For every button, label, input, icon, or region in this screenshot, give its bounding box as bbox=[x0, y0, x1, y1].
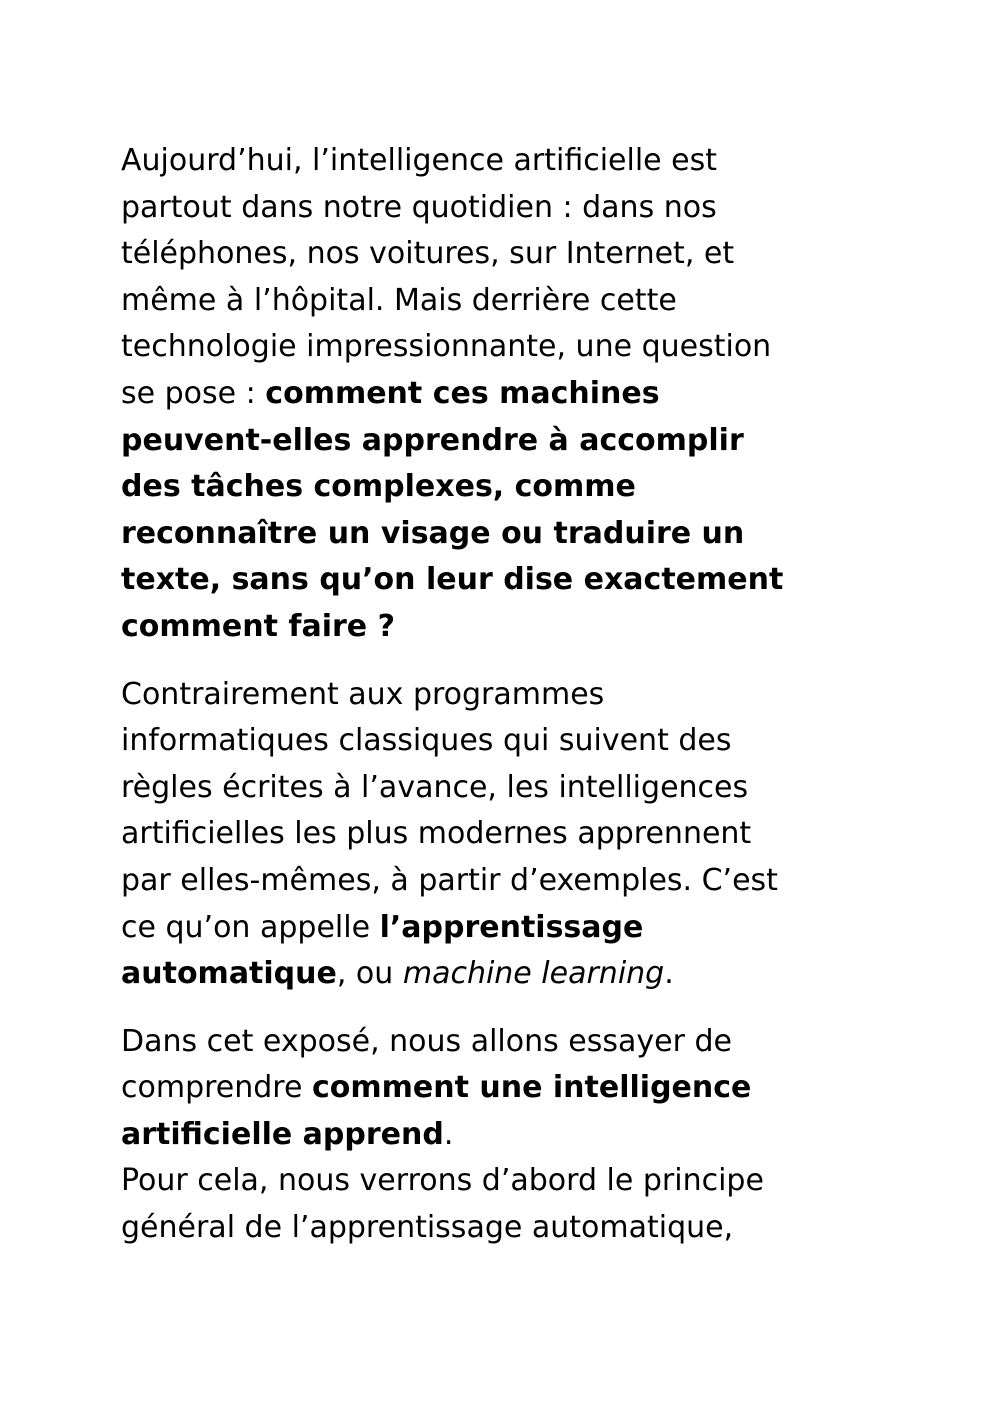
text-line bbox=[121, 464, 881, 511]
bold-text: peuvent-elles apprendre à accomplir bbox=[121, 422, 744, 458]
text-line bbox=[121, 185, 881, 232]
text-run: . bbox=[443, 1116, 454, 1152]
text-line bbox=[121, 278, 881, 325]
bold-text: artificielle apprend bbox=[121, 1116, 444, 1152]
bold-text: comment une intelligence bbox=[311, 1070, 752, 1106]
paragraph-2 bbox=[121, 672, 881, 998]
text-line bbox=[121, 557, 881, 604]
text-run: . bbox=[664, 956, 674, 992]
text-line bbox=[121, 951, 881, 998]
text-run: téléphones, nos voitures, sur Internet, et bbox=[121, 236, 735, 272]
text-line bbox=[121, 905, 881, 952]
text-line bbox=[121, 858, 881, 905]
bold-text: comment faire ? bbox=[121, 608, 395, 644]
text-line bbox=[121, 511, 881, 558]
text-run: Dans cet exposé, nous allons essayer de bbox=[121, 1023, 732, 1059]
bold-text: reconnaître un visage ou traduire un bbox=[121, 515, 745, 551]
text-line bbox=[121, 418, 881, 465]
text-run: se pose : bbox=[121, 375, 266, 411]
text-run: par elles-mêmes, à partir d’exemples. C’est bbox=[121, 862, 778, 898]
text-line bbox=[121, 765, 881, 812]
text-run: Contrairement aux programmes bbox=[121, 676, 605, 712]
bold-text: l’apprentissage bbox=[379, 909, 644, 945]
bold-text: comment ces machines bbox=[265, 375, 660, 411]
italic-text: machine learning bbox=[402, 956, 665, 992]
text-run: règles écrites à l’avance, les intelligences bbox=[121, 769, 749, 805]
text-run: ce qu’on appelle bbox=[121, 909, 380, 945]
text-line bbox=[121, 672, 881, 719]
text-run: comprendre bbox=[121, 1070, 312, 1106]
text-run: Aujourd’hui, l’intelligence artificielle est bbox=[121, 143, 718, 178]
text-line bbox=[121, 718, 881, 765]
text-line bbox=[121, 371, 881, 418]
text-line bbox=[121, 1158, 881, 1205]
bold-text: des tâches complexes, comme bbox=[121, 469, 636, 505]
text-line bbox=[121, 811, 881, 858]
document-body bbox=[121, 138, 881, 1252]
text-line bbox=[121, 231, 881, 278]
text-run: , ou bbox=[336, 956, 403, 992]
text-run: partout dans notre quotidien : dans nos bbox=[121, 189, 717, 225]
text-line bbox=[121, 1065, 881, 1112]
text-line bbox=[121, 324, 881, 371]
text-line bbox=[121, 604, 881, 651]
text-line bbox=[121, 1205, 881, 1252]
text-run: général de l’apprentissage automatique, bbox=[121, 1210, 734, 1246]
text-run: Pour cela, nous verrons d’abord le principe bbox=[121, 1163, 764, 1199]
bold-text: automatique bbox=[121, 956, 337, 992]
text-run: informatiques classiques qui suivent des bbox=[121, 723, 732, 759]
paragraph-3 bbox=[121, 1019, 881, 1252]
paragraph-1 bbox=[121, 138, 881, 651]
text-run: même à l’hôpital. Mais derrière cette bbox=[121, 282, 677, 318]
bold-text: texte, sans qu’on leur dise exactement bbox=[121, 562, 784, 598]
text-run: artificielles les plus modernes apprennent bbox=[121, 816, 752, 852]
text-line bbox=[121, 1019, 881, 1066]
text-run: technologie impressionnante, une question bbox=[121, 329, 772, 365]
text-line bbox=[121, 1112, 881, 1159]
text-line bbox=[121, 138, 881, 185]
